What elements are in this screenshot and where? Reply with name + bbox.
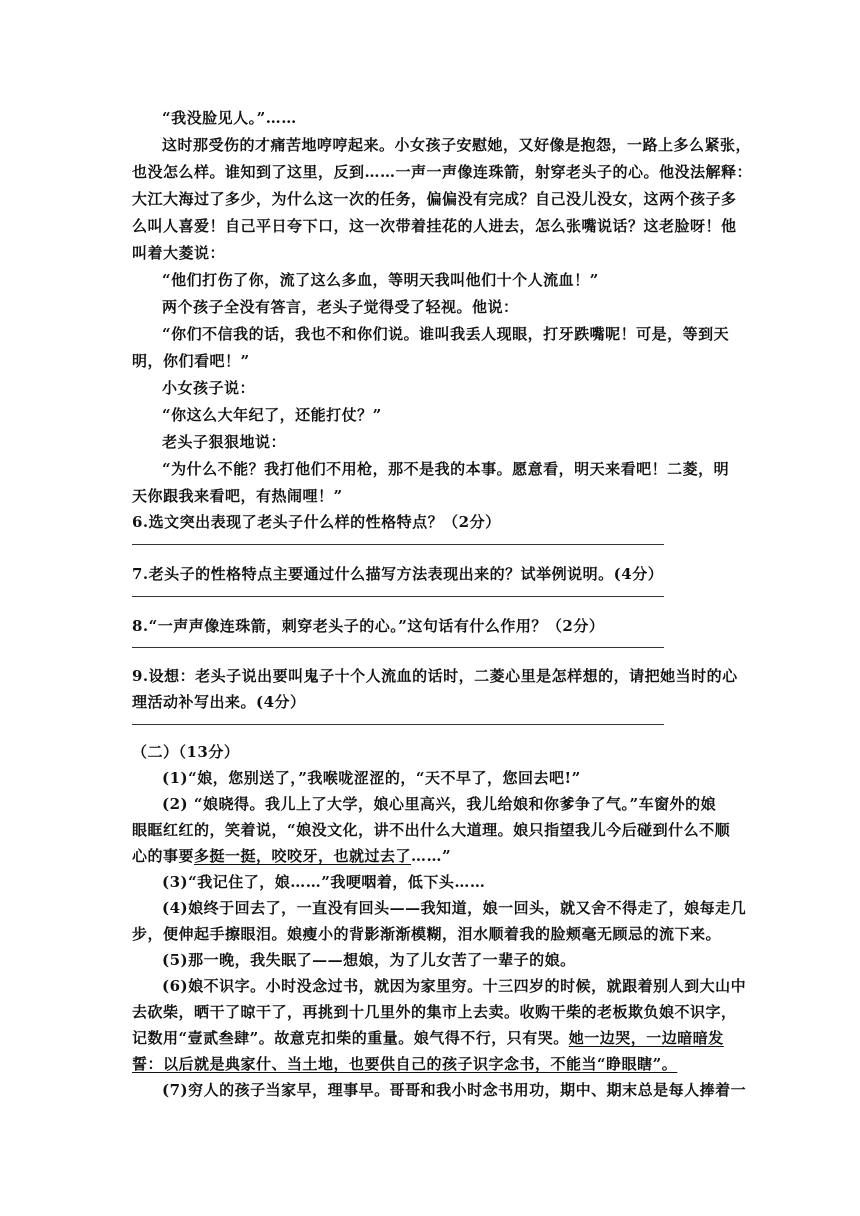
passage-line: 天你跟我来看吧，有热闹哩！” (132, 487, 343, 505)
question-7: 7.老头子的性格特点主要通过什么描写方法表现出来的？试举例说明。(4分） (132, 565, 664, 583)
question-8: 8.“一声声像连珠箭，刺穿老头子的心。”这句话有什么作用？（2分） (132, 617, 605, 635)
passage-line: 明，你们看吧！” (132, 352, 250, 370)
passage-line: “你这么大年纪了，还能打仗？” (162, 406, 382, 424)
passage-line: 两个孩子全没有答言，老头子觉得受了轻视。他说： (162, 298, 519, 316)
underlined-sentence-continued: 誓：以后就是典家什、当土地，也要供自己的孩子识字念书，不能当“睁眼瞎”。 (132, 1055, 678, 1073)
answer-line-6[interactable] (132, 544, 664, 545)
passage-line: 眼眶红红的，笑着说，“娘没文化，讲不出什么大道理。娘只指望我儿今后碰到什么不顺 (132, 821, 731, 839)
underlined-phrase: 多挺一挺，咬咬牙，也就过去了 (194, 847, 412, 865)
passage-line: (6)娘不识字。小时没念过书，就因为家里穷。十三四岁的时候，就跟着别人到大山中 (162, 977, 747, 995)
passage-line: 也没怎么样。谁知到了这里，反到……一声一声像连珠箭，射穿老头子的心。他没法解释： (132, 163, 753, 181)
passage-line: 老头子狠狠地说： (162, 433, 287, 451)
passage-line: (5)那一晚，我失眠了——想娘，为了儿女苦了一辈子的娘。 (162, 951, 576, 969)
passage-line: (2) “娘晓得。我儿上了大学，娘心里高兴，我儿给娘和你爹争了气。”车窗外的娘 (162, 795, 717, 813)
answer-line-8[interactable] (132, 647, 664, 648)
question-9-continued: 理活动补写出来。(4分） (132, 693, 306, 711)
passage-line: “你们不信我的话，我也不和你们说。谁叫我丢人现眼，打牙跌嘴呢！可是，等到天 (162, 325, 730, 343)
passage-line: (1)“娘，您别送了，”我喉咙涩涩的，“天不早了，您回去吧!” (162, 769, 581, 787)
passage-line-with-underline (132, 846, 451, 866)
passage-line: 这时那受伤的才痛苦地哼哼起来。小女孩子安慰她，又好像是抱怨，一路上多么紧张， (162, 136, 752, 154)
passage-line: 么叫人喜爱！自己平日夸下口，这一次带着挂花的人进去，怎么张嘴说话？这老脸呀！他 (132, 217, 737, 235)
answer-line-7[interactable] (132, 596, 664, 597)
section-heading: （二）（13分） (132, 743, 240, 761)
passage-line-with-underline (132, 1028, 724, 1048)
passage-line: 去砍柴，晒干了晾干了，再挑到十几里外的集市上去卖。收购干柴的老板欺负娘不识字， (132, 1003, 737, 1021)
passage-text: 心的事要 (132, 847, 195, 865)
passage-text: ……” (411, 847, 452, 865)
answer-line-9[interactable] (132, 724, 664, 725)
passage-line: “为什么不能？我打他们不用枪，那不是我的本事。愿意看，明天来看吧！二菱，明 (162, 460, 730, 478)
passage-line: “我没脸见人。”…… (162, 109, 297, 127)
passage-line: 小女孩子说： (162, 379, 256, 397)
passage-line: 大江大海过了多少，为什么这一次的任务，偏偏没有完成？自己没儿没女，这两个孩子多 (132, 190, 737, 208)
question-9: 9.设想：老头子说出要叫鬼子十个人流血的话时，二菱心里是怎样想的，请把她当时的心 (132, 667, 738, 685)
underlined-sentence: 她一边哭，一边暗暗发 (568, 1029, 724, 1047)
question-6: 6.选文突出表现了老头子什么样的性格特点？（2分） (132, 513, 501, 531)
passage-line: 步，便伸起手擦眼泪。娘瘦小的背影渐渐模糊，泪水顺着我的脸颊毫无顾忌的流下来。 (132, 925, 722, 943)
passage-line: (7)穷人的孩子当家早，理事早。哥哥和我小时念书用功，期中、期末总是每人捧着一 (162, 1081, 747, 1099)
passage-line: (3)“我记住了，娘……”我哽咽着，低下头…… (162, 873, 486, 891)
passage-line: “他们打伤了你，流了这么多血，等明天我叫他们十个人流血！” (162, 271, 599, 289)
passage-line: 叫着大菱说： (132, 244, 226, 262)
passage-line: (4)娘终于回去了，一直没有回头——我知道，娘一回头，就又舍不得走了，娘每走几 (162, 899, 747, 917)
passage-text: 记数用“壹贰叁肆”。故意克扣柴的重量。娘气得不行，只有哭。 (132, 1029, 569, 1047)
